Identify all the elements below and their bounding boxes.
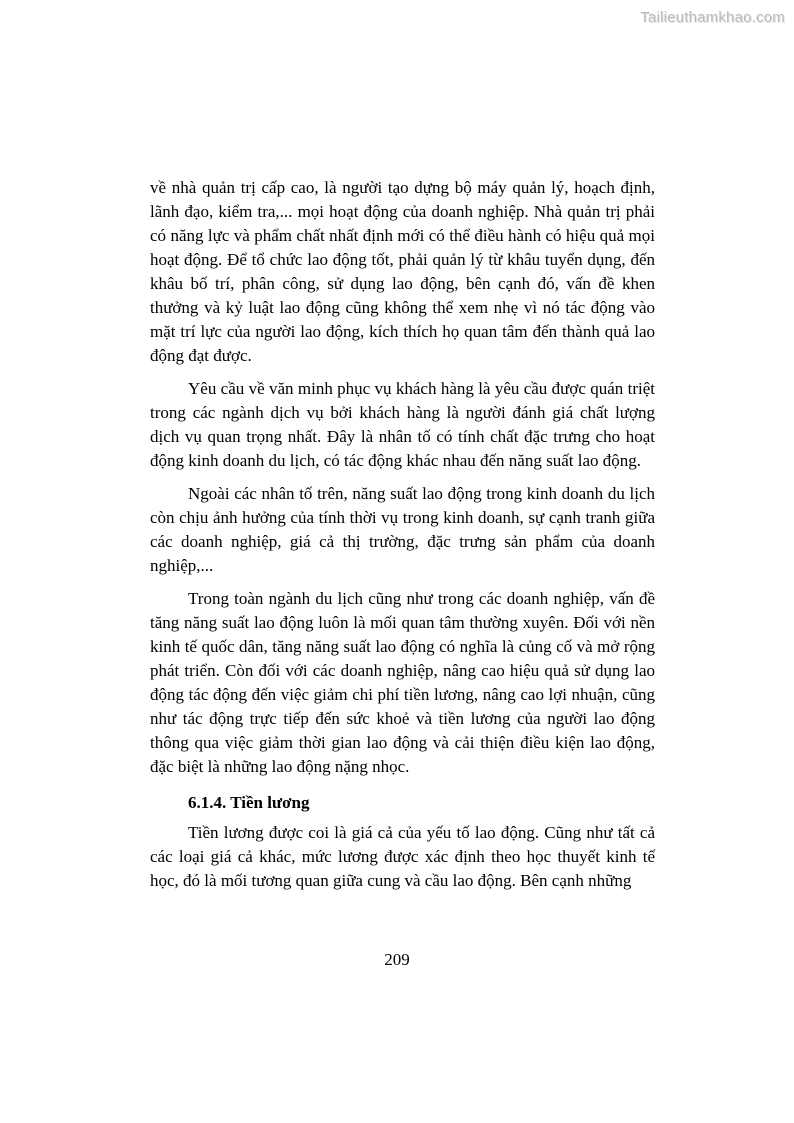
watermark-text: Tailieuthamkhao.com <box>640 9 785 26</box>
section-heading: 6.1.4. Tiền lương <box>188 793 310 812</box>
body-paragraph-4: Trong toàn ngành du lịch cũng như trong các doanh nghiệp, vấn đề tăng năng suất lao động luôn là mối quan tâm thường xuyên. Đối với nền kinh tế quốc dân, tăng năng suất lao động có nghĩa là củng cố và mở rộng phát triển. Còn đối với các doanh nghiệp, nâng cao hiệu quả sử dụng lao động tác động đến việc giảm chi phí tiền lương, nâng cao lợi nhuận, cũng như tác động trực tiếp đến sức khoẻ và tiền lương của người lao động thông qua việc giảm thời gian lao động và cải thiện điều kiện lao động, đặc biệt là những lao động nặng nhọc. <box>150 589 655 776</box>
page-number: 209 <box>384 950 410 969</box>
body-paragraph-2: Yêu cầu về văn minh phục vụ khách hàng là yêu cầu được quán triệt trong các ngành dịch vụ bởi khách hàng là người đánh giá chất lượng dịch vụ quan trọng nhất. Đây là nhân tố có tính chất đặc trưng cho hoạt động kinh doanh du lịch, có tác động khác nhau đến năng suất lao động. <box>150 379 655 470</box>
body-paragraph-5: Tiền lương được coi là giá cả của yếu tố lao động. Cũng như tất cả các loại giá cả khác, mức lương được xác định theo học thuyết kinh tế học, đó là mối tương quan giữa cung và cầu lao động. Bên cạnh những <box>150 823 655 890</box>
body-paragraph-3: Ngoài các nhân tố trên, năng suất lao động trong kinh doanh du lịch còn chịu ảnh hưởng của tính thời vụ trong kinh doanh, sự cạnh tranh giữa các doanh nghiệp, giá cả thị trường, đặc trưng sản phẩm của doanh nghiệp,... <box>150 484 655 575</box>
page-content <box>150 176 655 902</box>
body-paragraph-1: về nhà quản trị cấp cao, là người tạo dựng bộ máy quản lý, hoạch định, lãnh đạo, kiểm tra,... mọi hoạt động của doanh nghiệp. Nhà quản trị phải có năng lực và phẩm chất nhất định mới có thể điều hành có hiệu quả mọi hoạt động. Để tổ chức lao động tốt, phải quản lý từ khâu tuyển dụng, đến khâu bố trí, phân công, sử dụng lao động, bên cạnh đó, vấn đề khen thưởng và kỷ luật lao động cũng không thể xem nhẹ vì nó tác động vào mặt trí lực của người lao động, kích thích họ quan tâm đến thành quả lao động đạt được. <box>150 178 655 365</box>
